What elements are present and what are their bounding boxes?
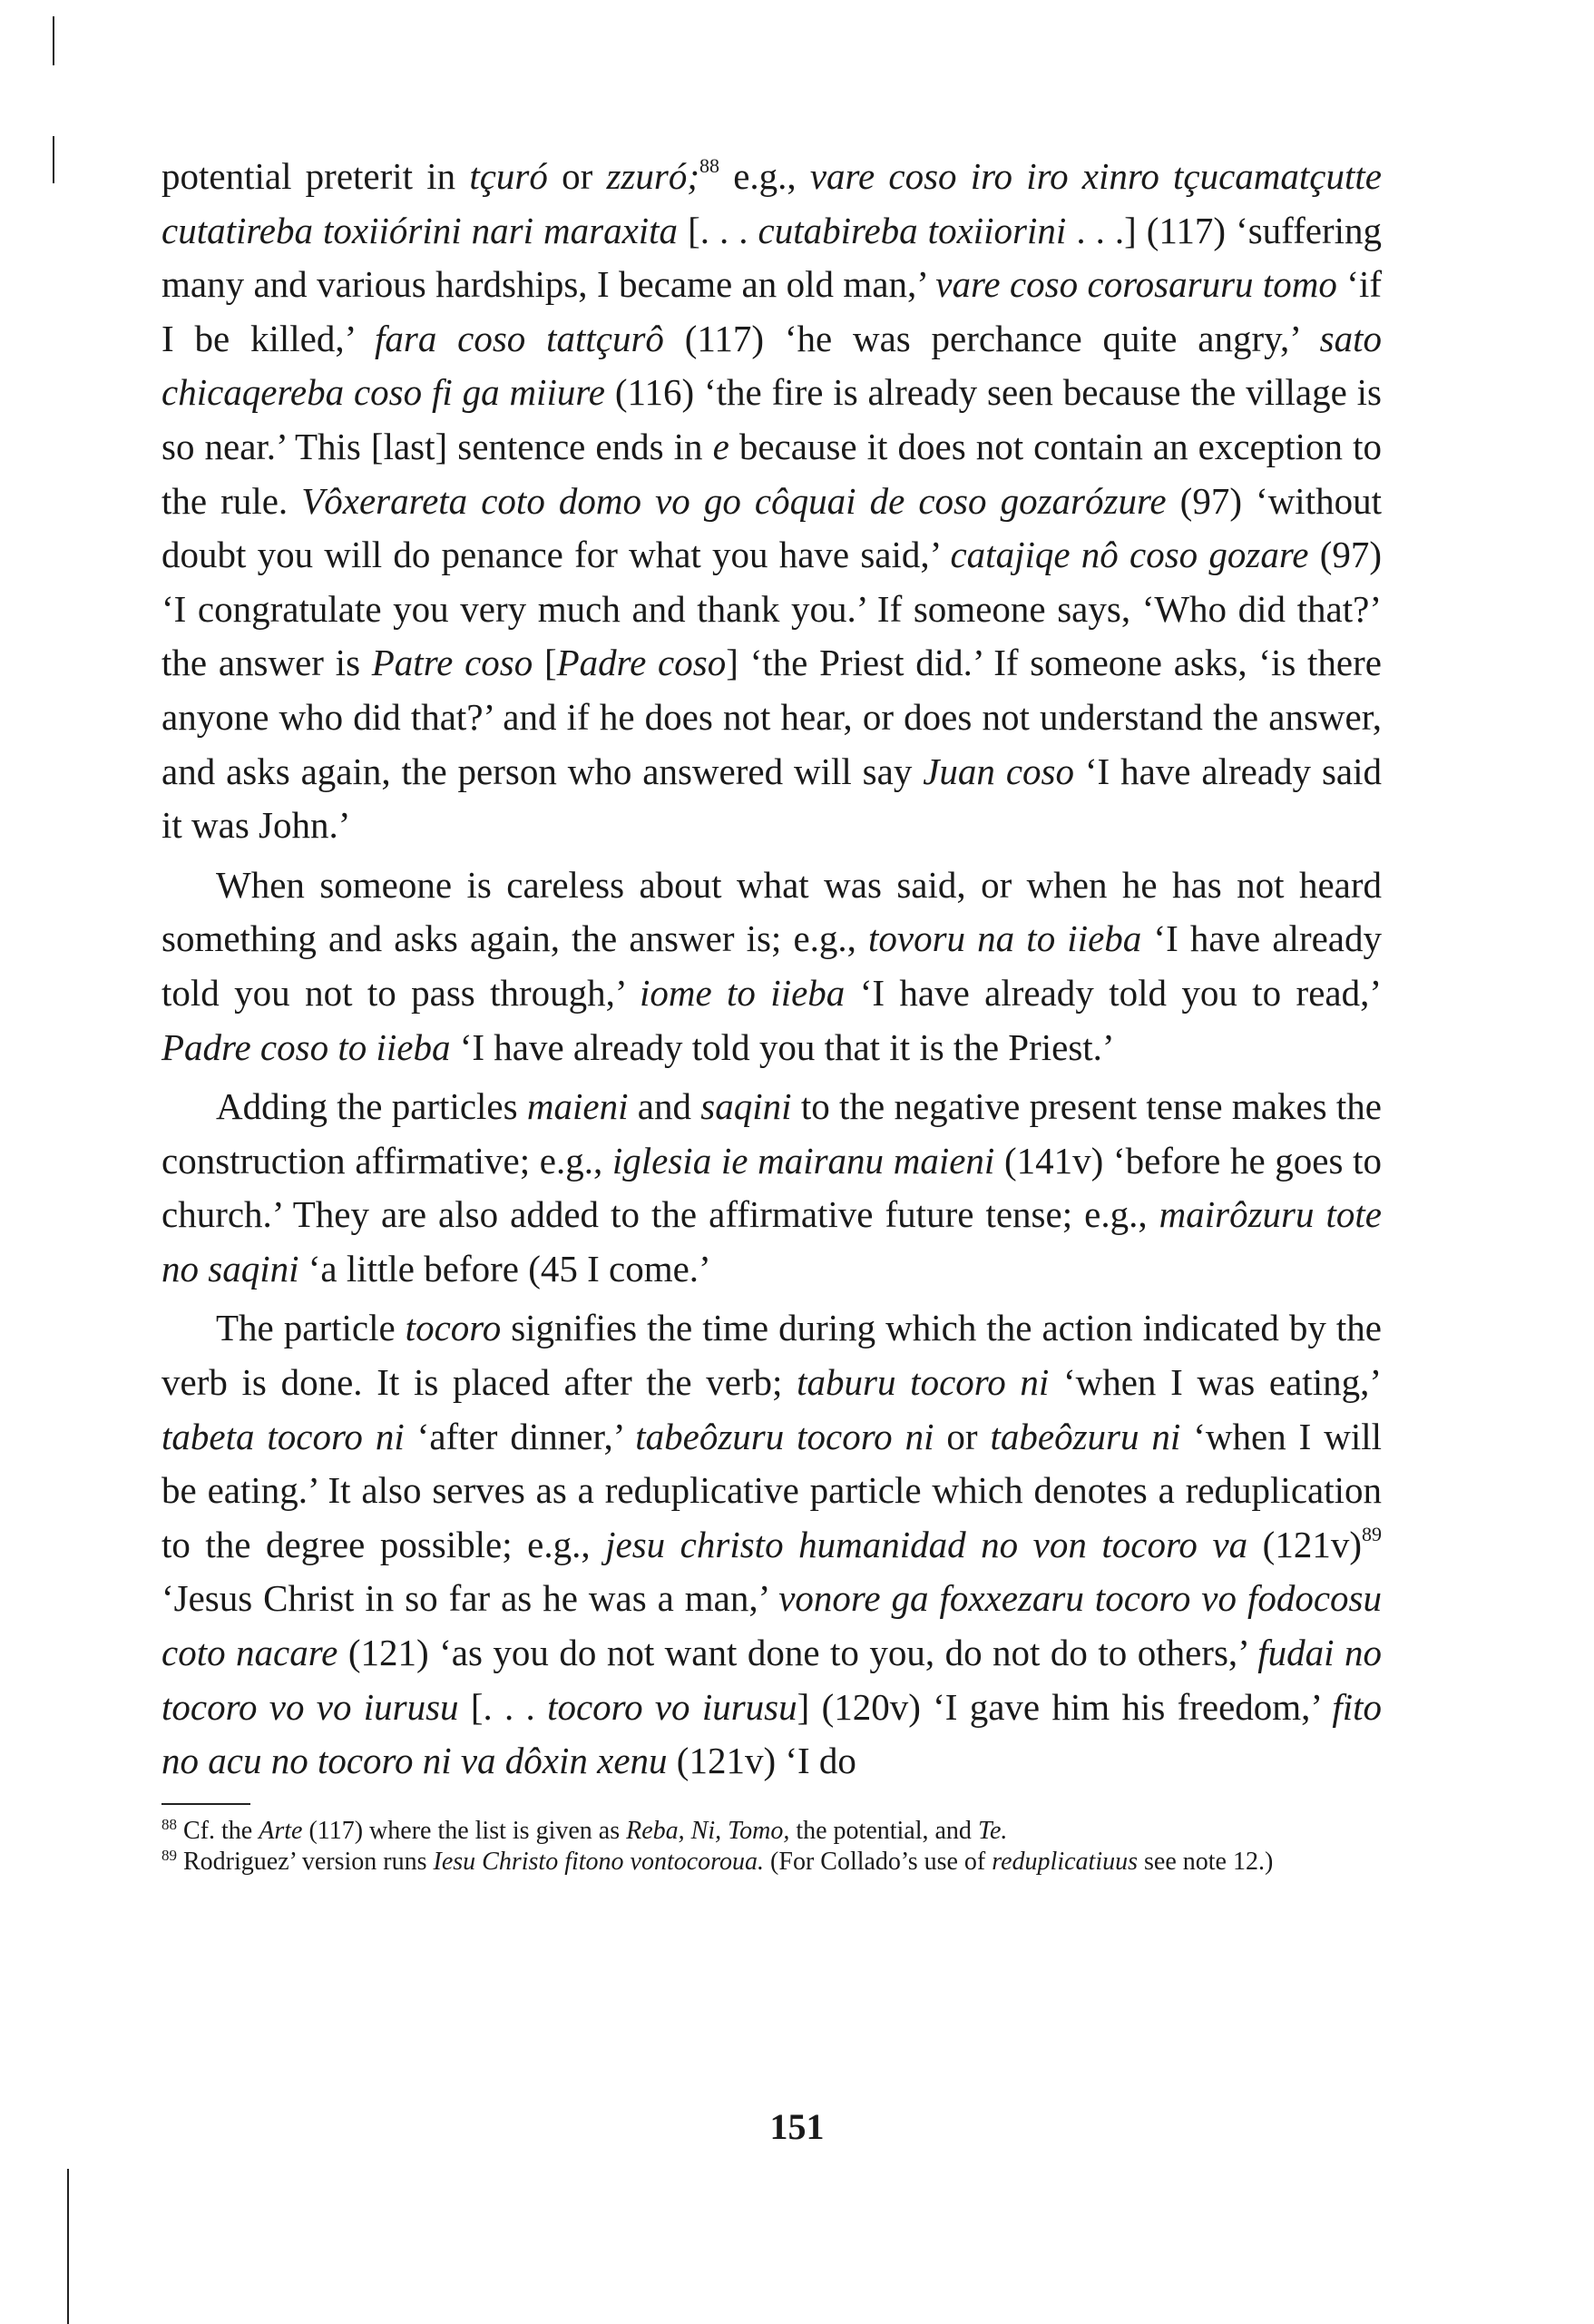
italic-term: cutabireba toxiiorini bbox=[758, 209, 1067, 251]
text-run: [ bbox=[533, 642, 557, 684]
italic-term: Juan coso bbox=[923, 750, 1074, 792]
margin-mark-upper bbox=[53, 136, 54, 183]
italic-term: tabeta tocoro ni bbox=[161, 1415, 405, 1457]
footnote-rule bbox=[161, 1803, 250, 1805]
italic-term: taburu tocoro ni bbox=[797, 1361, 1050, 1404]
text-run: (117) where the list is given as bbox=[302, 1816, 627, 1845]
italic-term: tçuró bbox=[469, 155, 548, 197]
text-run: [. . . bbox=[678, 209, 758, 251]
footnote bbox=[161, 1816, 1382, 1847]
text-run: ‘Jesus Christ in so far as he was a man,’ bbox=[161, 1577, 779, 1620]
italic-term: vare coso corosaruru tomo bbox=[935, 263, 1337, 306]
text-run: to the negative present tense makes the construction affirmative; e.g., bbox=[161, 1085, 1383, 1182]
text-run: (141v) ‘before he goes to church.’ They are also added to the affirmative future tense; e.g., bbox=[161, 1139, 1382, 1236]
text-run: e.g., bbox=[719, 155, 810, 197]
page-number: 151 bbox=[769, 2106, 825, 2147]
text-run: The particle bbox=[216, 1307, 406, 1349]
text-run: ‘if I be killed,’ bbox=[161, 263, 1383, 359]
text-run: ‘I have already told you that it is the Priest.’ bbox=[450, 1025, 1115, 1068]
text-run: (121v) ‘I do bbox=[667, 1740, 856, 1782]
footnote-ref: 88 bbox=[699, 154, 719, 177]
text-run: signifies the time during which the action indicated by the verb is done. It is placed after the verb; bbox=[161, 1307, 1382, 1404]
margin-mark-bottom bbox=[67, 2169, 69, 2324]
italic-term: tovoru na to iieba bbox=[868, 917, 1142, 960]
paragraph bbox=[161, 1080, 1382, 1296]
footnote-number: 88 bbox=[161, 1815, 177, 1833]
italic-term: Vôxerareta coto domo vo go côquai de coso gozarózure bbox=[301, 479, 1167, 522]
text-run: ‘a little before (45 I come.’ bbox=[298, 1247, 711, 1289]
italic-term: tabeôzuru tocoro ni bbox=[635, 1415, 934, 1457]
italic-term: sato chicaqereba coso fi ga miiure bbox=[161, 317, 1382, 414]
margin-mark-top bbox=[53, 16, 54, 65]
italic-term: catajiqe nô coso gozare bbox=[950, 534, 1309, 576]
text-run: potential preterit in bbox=[161, 155, 470, 197]
italic-term: jesu christo humanidad no von tocoro va bbox=[605, 1523, 1248, 1565]
text-run: ‘when I will be eating.’ It also serves as a reduplicative particle which denotes a reduplication to the degree possible; e.g., bbox=[161, 1415, 1382, 1565]
text-run: Adding the particles bbox=[216, 1085, 527, 1128]
text-run: see note 12.) bbox=[1138, 1847, 1274, 1876]
italic-term: tocoro bbox=[405, 1307, 502, 1349]
footnotes bbox=[161, 1816, 1382, 1878]
text-run: ‘when I was eating,’ bbox=[1049, 1361, 1382, 1404]
paragraph bbox=[161, 1301, 1382, 1788]
italic-term: fito no acu no tocoro ni va dôxin xenu bbox=[161, 1685, 1382, 1782]
text-run: and bbox=[628, 1085, 701, 1128]
text-run: Cf. the bbox=[177, 1816, 259, 1845]
italic-term: Padre coso bbox=[556, 642, 727, 684]
text-run: (116) ‘the fire is already seen because the village is so near.’ This [last] sentence ends in bbox=[161, 371, 1382, 467]
text-run: ‘I have already told you to read,’ bbox=[845, 971, 1383, 1014]
text-run: because it does not contain an exception to the rule. bbox=[161, 425, 1382, 522]
italic-term: tocoro vo iurusu bbox=[547, 1685, 797, 1728]
text-run: (121v) bbox=[1247, 1523, 1362, 1565]
paragraph bbox=[161, 150, 1382, 853]
italic-term: iome to iieba bbox=[639, 971, 846, 1014]
italic-term: Iesu Christo fitono vontocoroua. bbox=[433, 1847, 765, 1876]
paragraph bbox=[161, 858, 1382, 1074]
italic-term: Te. bbox=[977, 1816, 1008, 1845]
text-run: (97) ‘without doubt you will do penance for what you have said,’ bbox=[161, 479, 1382, 576]
italic-term: vonore ga foxxezaru tocoro vo fodocosu coto nacare bbox=[161, 1577, 1382, 1674]
text-run: (For Collado’s use of bbox=[764, 1847, 993, 1876]
italic-term: fudai no tocoro vo vo iurusu bbox=[161, 1632, 1382, 1728]
footnote-ref: 89 bbox=[1362, 1522, 1382, 1545]
text-run: the potential, and bbox=[789, 1816, 978, 1845]
text-run: ‘after dinner,’ bbox=[404, 1415, 636, 1457]
text-run: [. . . bbox=[458, 1685, 548, 1728]
italic-term: vare coso iro iro xinro tçucamatçutte cutatireba toxiiórini nari maraxita bbox=[161, 155, 1382, 251]
italic-term: maieni bbox=[526, 1085, 629, 1128]
italic-term: zzuró; bbox=[606, 155, 699, 197]
italic-term: Arte bbox=[259, 1816, 303, 1845]
footnote bbox=[161, 1847, 1382, 1878]
italic-term: Patre coso bbox=[371, 642, 533, 684]
italic-term: tabeôzuru ni bbox=[990, 1415, 1181, 1457]
text-run: ] (120v) ‘I gave him his freedom,’ bbox=[797, 1685, 1333, 1728]
italic-term: fara coso tattçurô bbox=[375, 317, 664, 359]
italic-term: reduplicatiuus bbox=[992, 1847, 1138, 1876]
text-run: (97) ‘I congratulate you very much and thank you.’ If someone says, ‘Who did that?’ the answer is bbox=[161, 534, 1382, 684]
text-run: or bbox=[547, 155, 607, 197]
text-run: ] ‘the Priest did.’ If someone asks, ‘is there anyone who did that?’ and if he does not hear, or does not understand the answer, and asks again, the person who answered will say bbox=[161, 642, 1382, 792]
text-run: Rodriguez’ version runs bbox=[177, 1847, 434, 1876]
text-run: When someone is careless about what was said, or when he has not heard something and asks again, the answer is; e.g., bbox=[161, 863, 1382, 960]
italic-term: e bbox=[712, 425, 729, 467]
italic-term: Reba, Ni, Tomo, bbox=[626, 1816, 790, 1845]
text-run: . . .] (117) ‘suffering many and various hardships, I became an old man,’ bbox=[161, 209, 1382, 306]
text-run: or bbox=[934, 1415, 991, 1457]
italic-term: saqini bbox=[700, 1085, 792, 1128]
italic-term: mairôzuru tote no saqini bbox=[161, 1193, 1382, 1289]
page-body bbox=[161, 150, 1382, 1878]
text-run: ‘I have already said it was John.’ bbox=[161, 750, 1382, 847]
footnote-number: 89 bbox=[161, 1846, 177, 1864]
italic-term: Padre coso to iieba bbox=[161, 1025, 451, 1068]
text-run: (121) ‘as you do not want done to you, do not do to others,’ bbox=[337, 1632, 1258, 1674]
text-run: ‘I have already told you not to pass through,’ bbox=[161, 917, 1382, 1014]
italic-term: iglesia ie mairanu maieni bbox=[611, 1139, 995, 1182]
text-run: (117) ‘he was perchance quite angry,’ bbox=[663, 317, 1320, 359]
body-text bbox=[161, 150, 1382, 1789]
